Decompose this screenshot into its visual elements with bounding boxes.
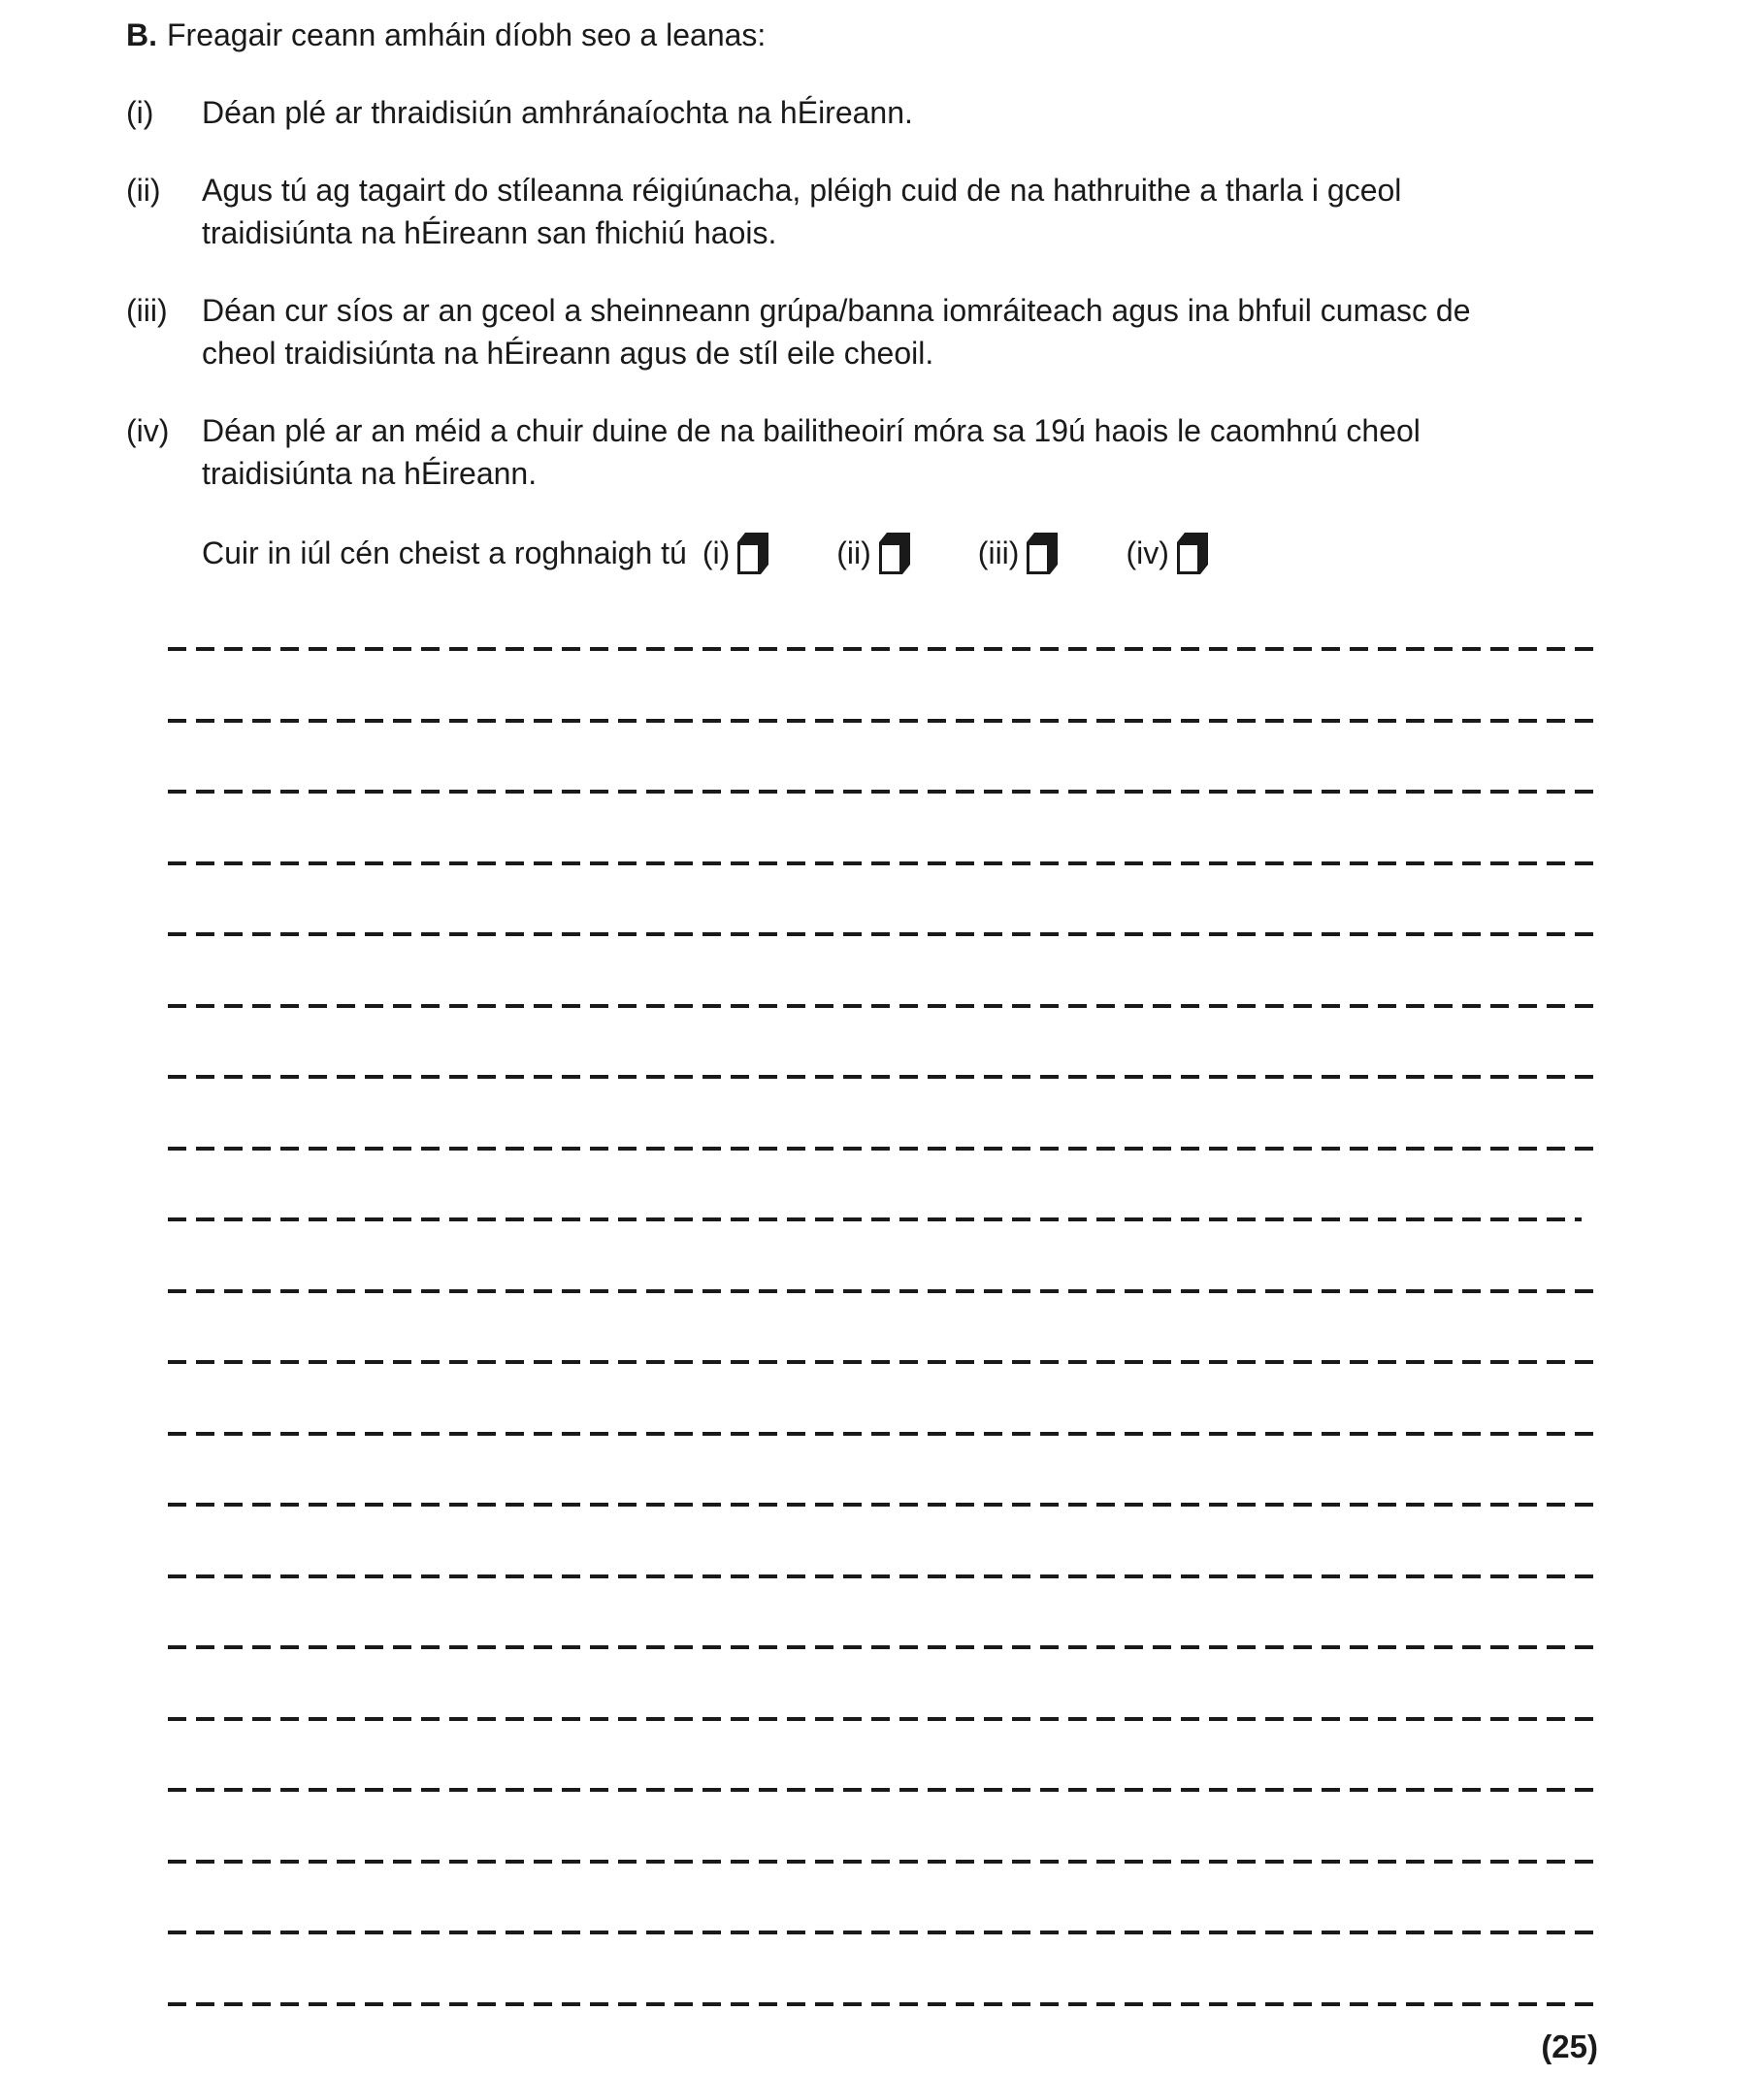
choice-ii-checkbox[interactable]	[879, 533, 910, 574]
choice-label: (i)	[702, 535, 731, 570]
choice-label: (ii)	[836, 535, 871, 570]
answer-line[interactable]	[168, 719, 1596, 723]
answer-line[interactable]	[168, 1717, 1596, 1721]
item-text	[202, 409, 1764, 495]
question-section-header	[126, 14, 1764, 56]
item-text-line: cheol traidisiúnta na hÉireann agus de stíl eile cheoil.	[202, 336, 934, 371]
question-item-iv	[126, 409, 1764, 495]
answer-line[interactable]	[168, 1931, 1596, 1934]
question-item-ii	[126, 169, 1764, 254]
choice-label: (iv)	[1126, 535, 1169, 570]
question-item-iii	[126, 289, 1764, 374]
item-label: (iv)	[126, 413, 170, 448]
answer-line[interactable]	[168, 1645, 1596, 1649]
item-label: (iii)	[126, 293, 168, 328]
answer-line[interactable]	[168, 1075, 1596, 1079]
answer-line[interactable]	[168, 2002, 1596, 2006]
choice-row	[202, 530, 1764, 576]
choice-group-ii	[836, 532, 910, 574]
choice-iv-checkbox[interactable]	[1177, 533, 1208, 574]
answer-line[interactable]	[168, 1217, 1582, 1221]
answer-line[interactable]	[168, 1860, 1596, 1864]
answer-line[interactable]	[168, 1147, 1596, 1151]
item-text	[202, 289, 1764, 374]
answer-line[interactable]	[168, 647, 1596, 651]
answer-line[interactable]	[168, 1360, 1596, 1364]
marks-row	[0, 2026, 1598, 2068]
item-label: (ii)	[126, 173, 161, 208]
item-text-line: Agus tú ag tagairt do stíleanna réigiúnacha, pléigh cuid de na hathruithe a tharla i gceol	[202, 173, 1402, 208]
marks-label: (25)	[1541, 2028, 1598, 2064]
answer-line[interactable]	[168, 861, 1596, 865]
choice-group-iii	[978, 532, 1059, 574]
choice-iii-checkbox[interactable]	[1027, 533, 1058, 574]
item-text-line: traidisiúnta na hÉireann san fhichiú haois.	[202, 215, 777, 250]
checkbox-3d-icon	[879, 533, 910, 574]
choice-group-iv	[1126, 532, 1207, 574]
answer-line[interactable]	[168, 1503, 1596, 1507]
question-prompt: Freagair ceann amháin díobh seo a leanas:	[167, 17, 767, 52]
choice-i-checkbox[interactable]	[737, 533, 768, 574]
item-text	[202, 91, 1764, 134]
checkbox-3d-icon	[737, 533, 768, 574]
answer-line[interactable]	[168, 1004, 1596, 1008]
answer-line[interactable]	[168, 1788, 1596, 1792]
question-item-i	[126, 91, 1764, 134]
answer-line[interactable]	[168, 1289, 1596, 1293]
item-label: (i)	[126, 95, 154, 130]
item-text-line: Déan cur síos ar an gceol a sheinneann grúpa/banna iomráiteach agus ina bhfuil cumasc de	[202, 293, 1471, 328]
answer-line[interactable]	[168, 1432, 1596, 1436]
item-text-line: traidisiúnta na hÉireann.	[202, 456, 538, 491]
item-text-line: Déan plé ar thraidisiún amhránaíochta na hÉireann.	[202, 95, 913, 130]
page	[0, 14, 1764, 2068]
checkbox-3d-icon	[1027, 533, 1058, 574]
choice-prompt: Cuir in iúl cén cheist a roghnaigh tú	[202, 535, 687, 570]
section-label: B.	[126, 17, 157, 52]
answer-lines	[168, 647, 1764, 2006]
item-text-line: Déan plé ar an méid a chuir duine de na bailitheoirí móra sa 19ú haois le caomhnú cheol	[202, 413, 1421, 448]
choice-label: (iii)	[977, 535, 1020, 570]
checkbox-3d-icon	[1177, 533, 1208, 574]
answer-line[interactable]	[168, 790, 1596, 794]
answer-line[interactable]	[168, 1574, 1596, 1578]
item-text	[202, 169, 1764, 254]
answer-line[interactable]	[168, 932, 1596, 936]
choice-group-i	[702, 532, 768, 574]
